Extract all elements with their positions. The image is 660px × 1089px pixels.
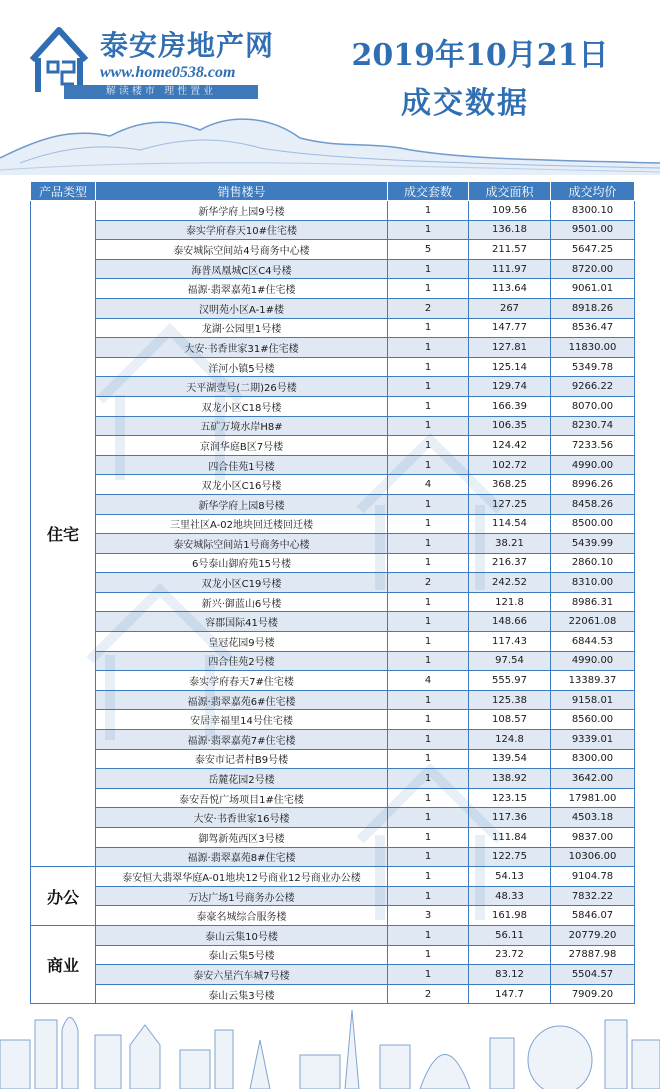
building-name-cell: 大安·书香世家16号楼 — [96, 808, 388, 828]
table-row — [31, 925, 635, 945]
units-cell: 2 — [388, 984, 469, 1004]
table-row — [31, 240, 635, 260]
building-name-cell: 泰安城际空间站4号商务中心楼 — [96, 240, 388, 260]
header-avg-price: 成交均价 — [551, 182, 635, 201]
area-cell: 106.35 — [469, 416, 551, 436]
avg-price-cell: 7832.22 — [551, 886, 635, 906]
table-row — [31, 475, 635, 495]
table-row — [31, 710, 635, 730]
table-row — [31, 592, 635, 612]
mountain-decoration-icon — [0, 108, 660, 175]
table-row — [31, 436, 635, 456]
area-cell: 54.13 — [469, 867, 551, 887]
avg-price-cell: 8070.00 — [551, 396, 635, 416]
avg-price-cell: 5439.99 — [551, 534, 635, 554]
avg-price-cell: 8500.00 — [551, 514, 635, 534]
building-name-cell: 海普凤凰城C区C4号楼 — [96, 259, 388, 279]
table-row — [31, 201, 635, 221]
avg-price-cell: 9837.00 — [551, 828, 635, 848]
city-skyline-footer — [0, 1000, 660, 1089]
avg-price-cell: 4990.00 — [551, 651, 635, 671]
units-cell: 1 — [388, 612, 469, 632]
building-name-cell: 皇冠花园9号楼 — [96, 632, 388, 652]
table-row — [31, 749, 635, 769]
units-cell: 1 — [388, 632, 469, 652]
table-row — [31, 906, 635, 926]
building-name-cell: 新华学府上园8号楼 — [96, 494, 388, 514]
table-row — [31, 279, 635, 299]
units-cell: 1 — [388, 828, 469, 848]
area-cell: 216.37 — [469, 553, 551, 573]
avg-price-cell: 2860.10 — [551, 553, 635, 573]
area-cell: 368.25 — [469, 475, 551, 495]
area-cell: 267 — [469, 298, 551, 318]
building-name-cell: 新兴·御蓝山6号楼 — [96, 592, 388, 612]
table-row — [31, 632, 635, 652]
table-row — [31, 867, 635, 887]
units-cell: 5 — [388, 240, 469, 260]
avg-price-cell: 9266.22 — [551, 377, 635, 397]
units-cell: 1 — [388, 690, 469, 710]
building-name-cell: 6号泰山御府苑15号楼 — [96, 553, 388, 573]
header-product-type: 产品类型 — [31, 182, 96, 201]
avg-price-cell: 7233.56 — [551, 436, 635, 456]
avg-price-cell: 8918.26 — [551, 298, 635, 318]
building-name-cell: 万达广场1号商务办公楼 — [96, 886, 388, 906]
avg-price-cell: 9158.01 — [551, 690, 635, 710]
area-cell: 123.15 — [469, 788, 551, 808]
avg-price-cell: 6844.53 — [551, 632, 635, 652]
units-cell: 4 — [388, 671, 469, 691]
area-cell: 121.8 — [469, 592, 551, 612]
category-cell: 住宅 — [31, 201, 96, 867]
building-name-cell: 四合佳苑1号楼 — [96, 455, 388, 475]
area-cell: 147.7 — [469, 984, 551, 1004]
building-name-cell: 福源·翡翠嘉苑8#住宅楼 — [96, 847, 388, 867]
units-cell: 1 — [388, 494, 469, 514]
units-cell: 1 — [388, 749, 469, 769]
avg-price-cell: 11830.00 — [551, 338, 635, 358]
building-name-cell: 新华学府上园9号楼 — [96, 201, 388, 221]
units-cell: 1 — [388, 377, 469, 397]
avg-price-cell: 8310.00 — [551, 573, 635, 593]
units-cell: 1 — [388, 201, 469, 221]
area-cell: 161.98 — [469, 906, 551, 926]
building-name-cell: 安居幸福里14号住宅楼 — [96, 710, 388, 730]
table-row — [31, 357, 635, 377]
avg-price-cell: 8560.00 — [551, 710, 635, 730]
units-cell: 1 — [388, 259, 469, 279]
site-url[interactable]: www.home0538.com — [100, 64, 236, 81]
area-cell: 124.8 — [469, 730, 551, 750]
site-name: 泰安房地产网 — [100, 29, 275, 62]
table-row — [31, 847, 635, 867]
category-cell: 办公 — [31, 867, 96, 926]
avg-price-cell: 10306.00 — [551, 847, 635, 867]
building-name-cell: 岳麓花园2号楼 — [96, 769, 388, 789]
table-row — [31, 455, 635, 475]
table-body — [31, 201, 635, 1004]
table-row — [31, 396, 635, 416]
area-cell: 148.66 — [469, 612, 551, 632]
building-name-cell: 福源·翡翠嘉苑6#住宅楼 — [96, 690, 388, 710]
transaction-table — [30, 181, 634, 1004]
units-cell: 1 — [388, 730, 469, 750]
area-cell: 117.43 — [469, 632, 551, 652]
units-cell: 4 — [388, 475, 469, 495]
avg-price-cell: 5647.25 — [551, 240, 635, 260]
avg-price-cell: 8230.74 — [551, 416, 635, 436]
building-name-cell: 汉明苑小区A-1#楼 — [96, 298, 388, 318]
table-row — [31, 259, 635, 279]
area-cell: 555.97 — [469, 671, 551, 691]
table-row — [31, 553, 635, 573]
avg-price-cell: 5349.78 — [551, 357, 635, 377]
avg-price-cell: 4990.00 — [551, 455, 635, 475]
units-cell: 1 — [388, 710, 469, 730]
area-cell: 125.38 — [469, 690, 551, 710]
units-cell: 1 — [388, 847, 469, 867]
table-row — [31, 573, 635, 593]
area-cell: 125.14 — [469, 357, 551, 377]
table-row — [31, 965, 635, 985]
building-name-cell: 三里社区A-02地块回迁楼回迁楼 — [96, 514, 388, 534]
area-cell: 111.84 — [469, 828, 551, 848]
units-cell: 1 — [388, 553, 469, 573]
units-cell: 1 — [388, 808, 469, 828]
table-row — [31, 298, 635, 318]
building-name-cell: 泰安六星汽车城7号楼 — [96, 965, 388, 985]
table-row — [31, 651, 635, 671]
area-cell: 147.77 — [469, 318, 551, 338]
units-cell: 1 — [388, 396, 469, 416]
area-cell: 136.18 — [469, 220, 551, 240]
table-row — [31, 945, 635, 965]
table-row — [31, 690, 635, 710]
area-cell: 97.54 — [469, 651, 551, 671]
table-row — [31, 828, 635, 848]
table-row — [31, 338, 635, 358]
building-name-cell: 双龙小区C18号楼 — [96, 396, 388, 416]
area-cell: 83.12 — [469, 965, 551, 985]
skyline-icon — [0, 1000, 660, 1089]
building-name-cell: 京润华庭B区7号楼 — [96, 436, 388, 456]
table-row — [31, 671, 635, 691]
table-row — [31, 769, 635, 789]
avg-price-cell: 8996.26 — [551, 475, 635, 495]
units-cell: 1 — [388, 416, 469, 436]
units-cell: 1 — [388, 651, 469, 671]
table-row — [31, 534, 635, 554]
table-row — [31, 730, 635, 750]
units-cell: 1 — [388, 592, 469, 612]
avg-price-cell: 5846.07 — [551, 906, 635, 926]
avg-price-cell: 9104.78 — [551, 867, 635, 887]
avg-price-cell: 8300.10 — [551, 201, 635, 221]
area-cell: 211.57 — [469, 240, 551, 260]
area-cell: 138.92 — [469, 769, 551, 789]
avg-price-cell: 8300.00 — [551, 749, 635, 769]
building-name-cell: 大安·书香世家31#住宅楼 — [96, 338, 388, 358]
units-cell: 1 — [388, 925, 469, 945]
table-row — [31, 886, 635, 906]
avg-price-cell: 9501.00 — [551, 220, 635, 240]
area-cell: 129.74 — [469, 377, 551, 397]
avg-price-cell: 17981.00 — [551, 788, 635, 808]
building-name-cell: 泰安吾悦广场项目1#住宅楼 — [96, 788, 388, 808]
table-row — [31, 416, 635, 436]
avg-price-cell: 8986.31 — [551, 592, 635, 612]
area-cell: 111.97 — [469, 259, 551, 279]
table-row — [31, 494, 635, 514]
building-name-cell: 四合佳苑2号楼 — [96, 651, 388, 671]
report-date: 2019年10月21日 — [351, 38, 609, 73]
header-building: 销售楼号 — [96, 182, 388, 201]
units-cell: 1 — [388, 357, 469, 377]
units-cell: 1 — [388, 514, 469, 534]
area-cell: 108.57 — [469, 710, 551, 730]
building-name-cell: 御驾新苑西区3号楼 — [96, 828, 388, 848]
building-name-cell: 福源·翡翠嘉苑1#住宅楼 — [96, 279, 388, 299]
area-cell: 48.33 — [469, 886, 551, 906]
building-name-cell: 泰山云集3号楼 — [96, 984, 388, 1004]
avg-price-cell: 9061.01 — [551, 279, 635, 299]
units-cell: 1 — [388, 455, 469, 475]
building-name-cell: 双龙小区C19号楼 — [96, 573, 388, 593]
avg-price-cell: 27887.98 — [551, 945, 635, 965]
units-cell: 1 — [388, 965, 469, 985]
avg-price-cell: 13389.37 — [551, 671, 635, 691]
units-cell: 1 — [388, 886, 469, 906]
avg-price-cell: 22061.08 — [551, 612, 635, 632]
units-cell: 1 — [388, 769, 469, 789]
area-cell: 113.64 — [469, 279, 551, 299]
units-cell: 2 — [388, 298, 469, 318]
building-name-cell: 双龙小区C16号楼 — [96, 475, 388, 495]
table-row — [31, 318, 635, 338]
building-name-cell: 龙湖·公园里1号楼 — [96, 318, 388, 338]
report-title: 成交数据 — [401, 86, 529, 121]
building-name-cell: 泰安城际空间站1号商务中心楼 — [96, 534, 388, 554]
building-name-cell: 泰山云集5号楼 — [96, 945, 388, 965]
units-cell: 1 — [388, 788, 469, 808]
area-cell: 114.54 — [469, 514, 551, 534]
area-cell: 124.42 — [469, 436, 551, 456]
category-cell: 商业 — [31, 925, 96, 1003]
avg-price-cell: 4503.18 — [551, 808, 635, 828]
building-name-cell: 泰实学府春天7#住宅楼 — [96, 671, 388, 691]
header-area: 成交面积 — [469, 182, 551, 201]
area-cell: 122.75 — [469, 847, 551, 867]
avg-price-cell: 5504.57 — [551, 965, 635, 985]
units-cell: 2 — [388, 573, 469, 593]
units-cell: 1 — [388, 534, 469, 554]
table-row — [31, 220, 635, 240]
building-name-cell: 泰安市记者村B9号楼 — [96, 749, 388, 769]
avg-price-cell: 8720.00 — [551, 259, 635, 279]
area-cell: 38.21 — [469, 534, 551, 554]
avg-price-cell: 3642.00 — [551, 769, 635, 789]
avg-price-cell: 9339.01 — [551, 730, 635, 750]
avg-price-cell: 8536.47 — [551, 318, 635, 338]
area-cell: 127.81 — [469, 338, 551, 358]
building-name-cell: 洋河小镇5号楼 — [96, 357, 388, 377]
units-cell: 1 — [388, 318, 469, 338]
area-cell: 117.36 — [469, 808, 551, 828]
table-row — [31, 808, 635, 828]
table-row — [31, 612, 635, 632]
table-row — [31, 377, 635, 397]
table-row — [31, 788, 635, 808]
avg-price-cell: 20779.20 — [551, 925, 635, 945]
units-cell: 1 — [388, 220, 469, 240]
units-cell: 1 — [388, 279, 469, 299]
area-cell: 242.52 — [469, 573, 551, 593]
area-cell: 127.25 — [469, 494, 551, 514]
avg-price-cell: 8458.26 — [551, 494, 635, 514]
area-cell: 109.56 — [469, 201, 551, 221]
building-name-cell: 福源·翡翠嘉苑7#住宅楼 — [96, 730, 388, 750]
building-name-cell: 五矿万境水岸H8# — [96, 416, 388, 436]
units-cell: 1 — [388, 867, 469, 887]
area-cell: 139.54 — [469, 749, 551, 769]
units-cell: 1 — [388, 945, 469, 965]
units-cell: 3 — [388, 906, 469, 926]
avg-price-cell: 7909.20 — [551, 984, 635, 1004]
area-cell: 102.72 — [469, 455, 551, 475]
table-row — [31, 514, 635, 534]
building-name-cell: 泰山云集10号楼 — [96, 925, 388, 945]
building-name-cell: 泰实学府春天10#住宅楼 — [96, 220, 388, 240]
building-name-cell: 泰豪名城综合服务楼 — [96, 906, 388, 926]
page-header — [0, 0, 660, 175]
house-logo-icon — [28, 22, 90, 94]
site-slogan: 解读楼市 理性置业 — [64, 85, 258, 99]
building-name-cell: 容郡国际41号楼 — [96, 612, 388, 632]
table-header-row — [31, 182, 635, 201]
units-cell: 1 — [388, 338, 469, 358]
area-cell: 56.11 — [469, 925, 551, 945]
units-cell: 1 — [388, 436, 469, 456]
area-cell: 166.39 — [469, 396, 551, 416]
area-cell: 23.72 — [469, 945, 551, 965]
header-units: 成交套数 — [388, 182, 469, 201]
building-name-cell: 天平湖壹号(二期)26号楼 — [96, 377, 388, 397]
building-name-cell: 泰安恒大翡翠华庭A-01地块12号商业12号商业办公楼 — [96, 867, 388, 887]
